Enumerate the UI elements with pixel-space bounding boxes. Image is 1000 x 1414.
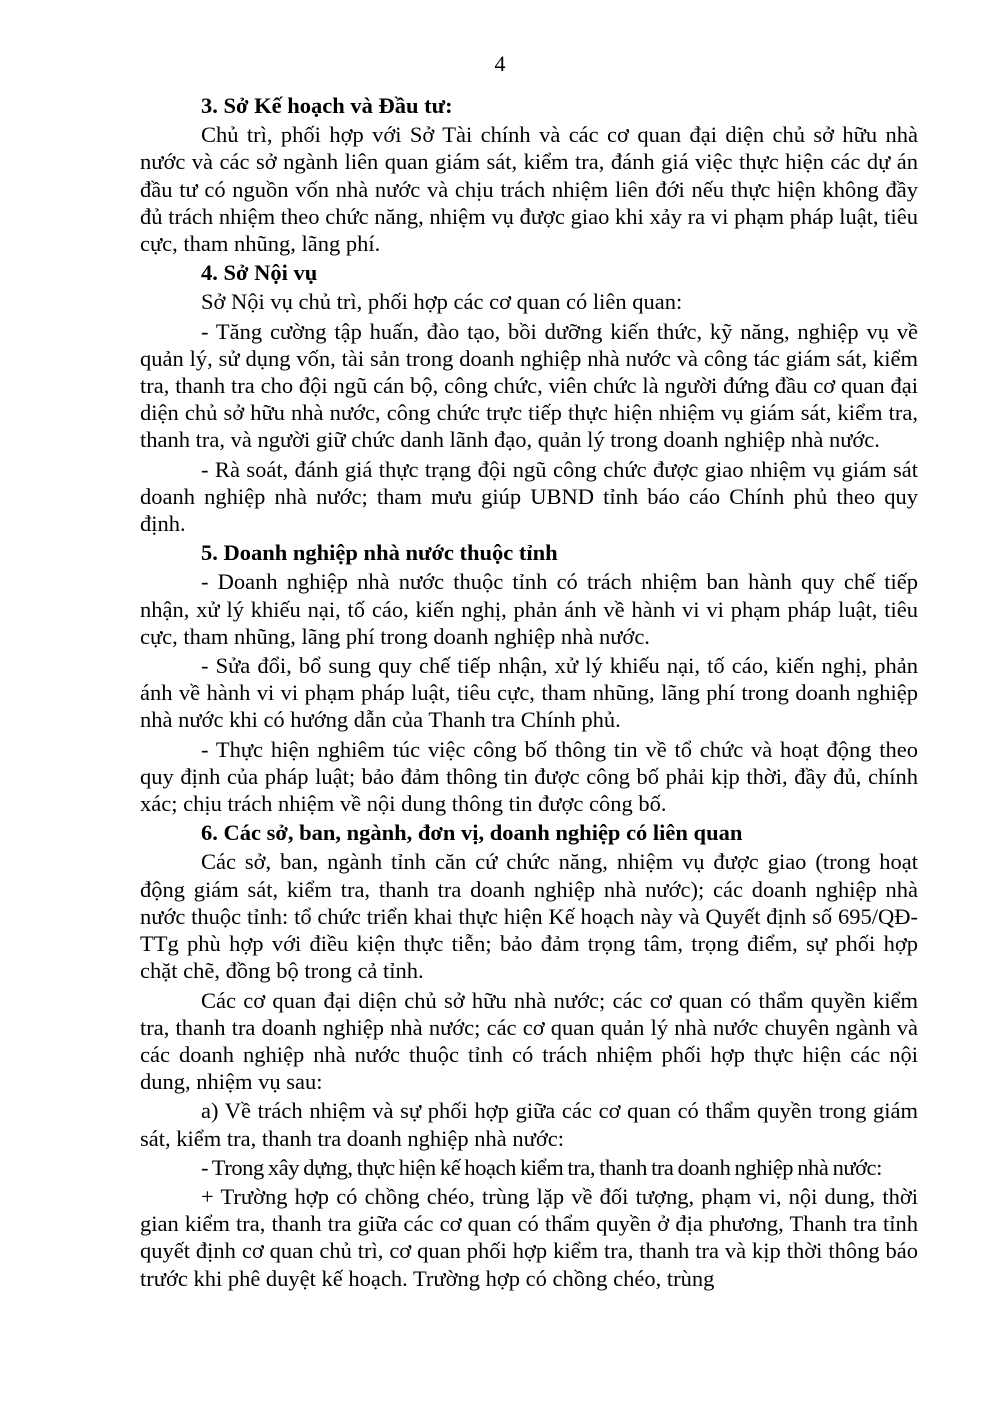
paragraph: + Trường hợp có chồng chéo, trùng lặp về đối tượng, phạm vi, nội dung, thời gian kiểm tra, thanh tra giữa các cơ quan có thẩm quyền ở địa phương, Thanh tra tỉnh quyết định cơ quan chủ trì, cơ quan phối hợp kiểm tra, thanh tra và kịp thời thông báo trước khi phê duyệt kế hoạch. Trường hợp có chồng chéo, trùng <box>140 1183 918 1291</box>
document-body <box>140 92 918 1294</box>
paragraph: - Thực hiện nghiêm túc việc công bố thông tin về tổ chức và hoạt động theo quy định của pháp luật; bảo đảm thông tin được công bố phải kịp thời, đầy đủ, chính xác; chịu trách nhiệm về nội dung thông tin được công bố. <box>140 736 918 817</box>
page-number: 4 <box>494 51 506 76</box>
paragraph: - Trong xây dựng, thực hiện kế hoạch kiểm tra, thanh tra doanh nghiệp nhà nước: <box>201 1154 882 1180</box>
paragraph: Chủ trì, phối hợp với Sở Tài chính và các cơ quan đại diện chủ sở hữu nhà nước và các sở ngành liên quan giám sát, kiểm tra, đánh giá việc thực hiện các dự án đầu tư có nguồn vốn nhà nước và chịu trách nhiệm liên đới nếu thực hiện không đầy đủ trách nhiệm theo chức năng, nhiệm vụ được giao khi xảy ra vi phạm pháp luật, tiêu cực, tham nhũng, lãng phí. <box>140 122 918 257</box>
paragraph: Các cơ quan đại diện chủ sở hữu nhà nước; các cơ quan có thẩm quyền kiểm tra, thanh tra doanh nghiệp nhà nước; các cơ quan quản lý nhà nước chuyên ngành và các doanh nghiệp nhà nước thuộc tỉnh có trách nhiệm phối hợp thực hiện các nội dung, nhiệm vụ sau: <box>140 987 918 1095</box>
paragraph: Sở Nội vụ chủ trì, phối hợp các cơ quan có liên quan: <box>201 289 683 315</box>
section-heading: 4. Sở Nội vụ <box>201 260 318 286</box>
section-heading: 5. Doanh nghiệp nhà nước thuộc tỉnh <box>201 540 558 566</box>
paragraph: - Tăng cường tập huấn, đào tạo, bồi dưỡng kiến thức, kỹ năng, nghiệp vụ về quản lý, sử dụng vốn, tài sản trong doanh nghiệp nhà nước và công tác giám sát, kiểm tra, thanh tra cho đội ngũ cán bộ, công chức, viên chức là người đứng đầu cơ quan đại diện chủ sở hữu nhà nước, công chức trực tiếp thực hiện nhiệm vụ giám sát, kiểm tra, thanh tra, và người giữ chức danh lãnh đạo, quản lý trong doanh nghiệp nhà nước. <box>140 318 918 453</box>
section-heading: 3. Sở Kế hoạch và Đầu tư: <box>201 93 453 118</box>
paragraph: Các sở, ban, ngành tỉnh căn cứ chức năng, nhiệm vụ được giao (trong hoạt động giám sát, kiểm tra, thanh tra doanh nghiệp nhà nước); các doanh nghiệp nhà nước thuộc tỉnh: tổ chức triển khai thực hiện Kế hoạch này và Quyết định số 695/QĐ-TTg phù hợp với điều kiện thực tiễn; bảo đảm trọng tâm, trọng điểm, sự phối hợp chặt chẽ, đồng bộ trong cả tỉnh. <box>140 849 918 984</box>
paragraph: - Sửa đổi, bổ sung quy chế tiếp nhận, xử lý khiếu nại, tố cáo, kiến nghị, phản ánh về hành vi vi phạm pháp luật, tiêu cực, tham nhũng, lãng phí trong doanh nghiệp nhà nước khi có hướng dẫn của Thanh tra Chính phủ. <box>140 653 918 733</box>
paragraph: - Doanh nghiệp nhà nước thuộc tỉnh có trách nhiệm ban hành quy chế tiếp nhận, xử lý khiếu nại, tố cáo, kiến nghị, phản ánh về hành vi vi phạm pháp luật, tiêu cực, tham nhũng, lãng phí trong doanh nghiệp nhà nước. <box>140 569 918 649</box>
section-heading: 6. Các sở, ban, ngành, đơn vị, doanh nghiệp có liên quan <box>201 820 743 846</box>
paragraph: a) Về trách nhiệm và sự phối hợp giữa các cơ quan có thẩm quyền trong giám sát, kiểm tra, thanh tra doanh nghiệp nhà nước: <box>140 1098 918 1151</box>
paragraph: - Rà soát, đánh giá thực trạng đội ngũ công chức được giao nhiệm vụ giám sát doanh nghiệp nhà nước; tham mưu giúp UBND tỉnh báo cáo Chính phủ theo quy định. <box>140 456 918 537</box>
